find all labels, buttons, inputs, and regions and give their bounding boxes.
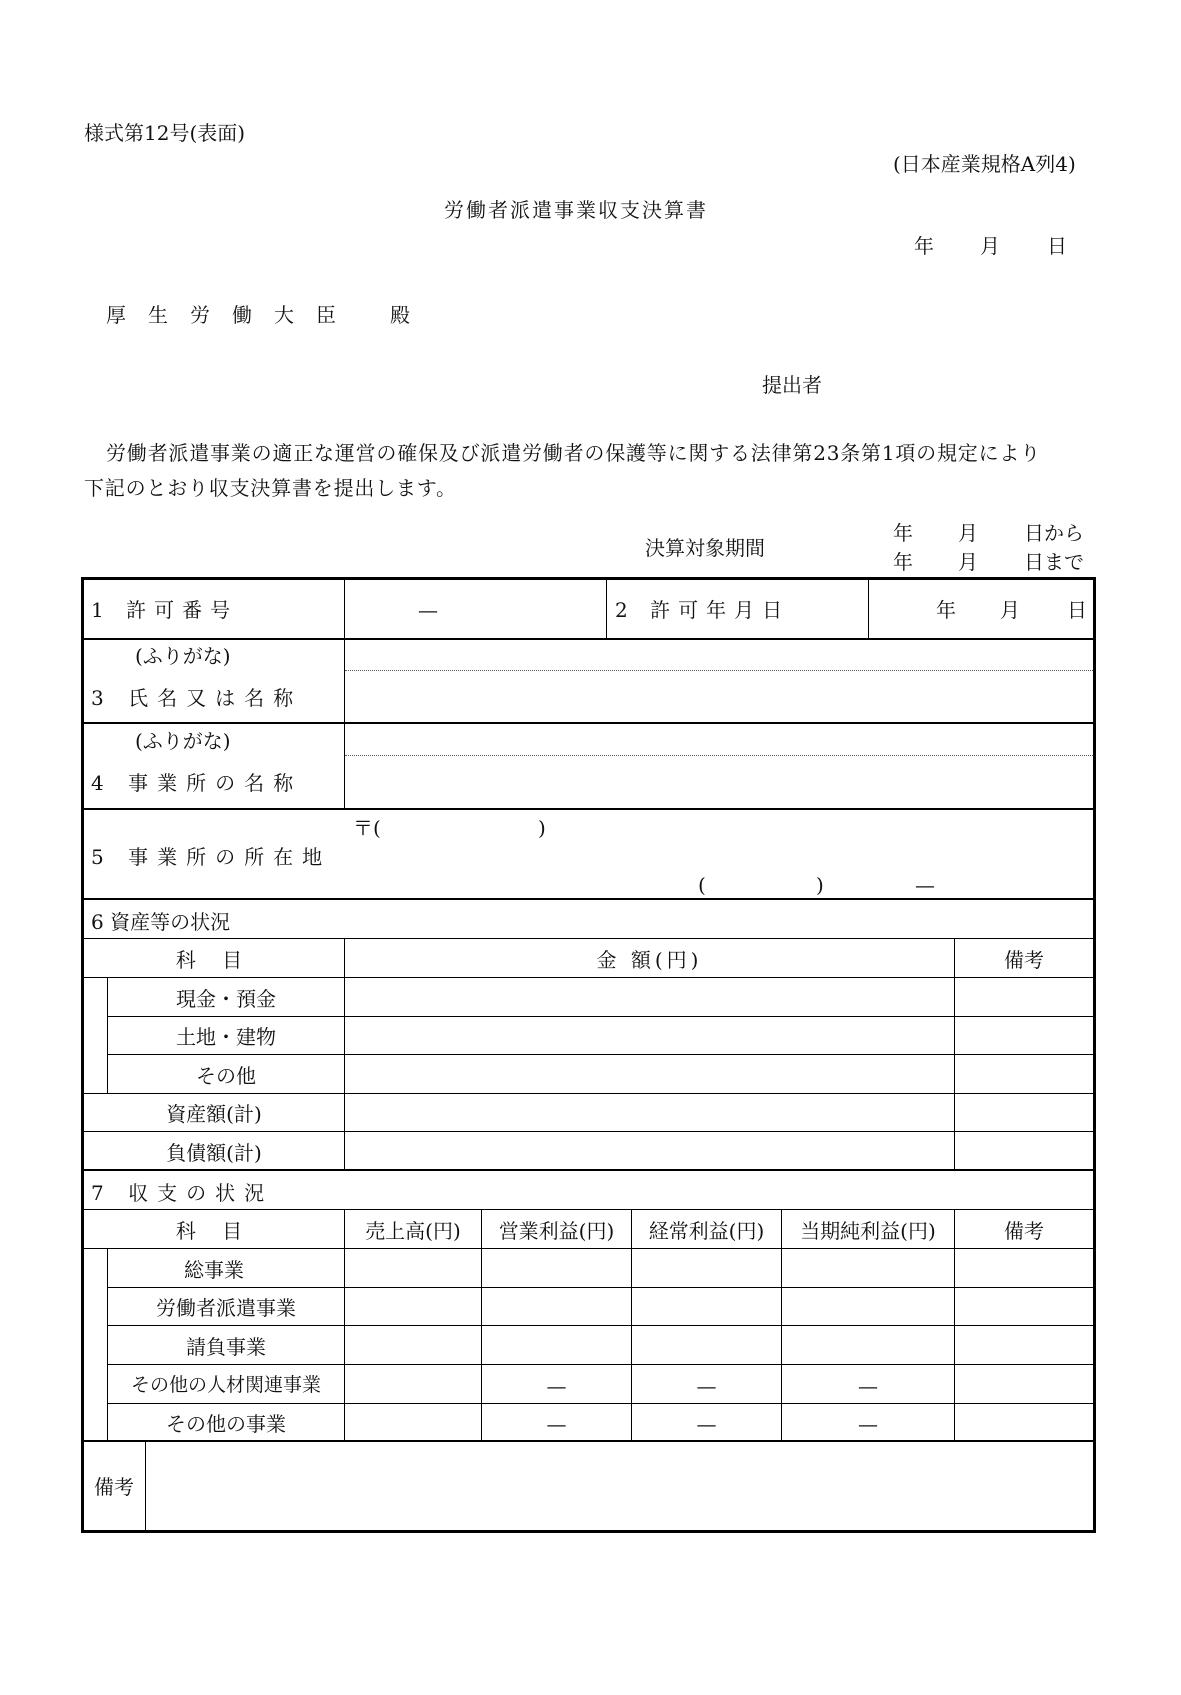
submitter-label: 提出者: [762, 373, 822, 397]
assets-row-land: 土地・建物: [176, 1025, 276, 1049]
addressee-honorific: 殿: [390, 303, 410, 327]
dash-other-operating: —: [546, 1412, 567, 1436]
dash-hr-operating: —: [546, 1374, 567, 1398]
period-to-day: 日まで: [1024, 550, 1084, 574]
body-text-line2: 下記のとおり収支決算書を提出します。: [84, 476, 457, 500]
name-label: 3 氏名又は名称: [91, 686, 303, 710]
assets-row-liabilities: 負債額(計): [166, 1141, 262, 1165]
license-date-label: 2 許可年月日: [615, 598, 791, 622]
date-year: 年: [914, 234, 934, 258]
period-label: 決算対象期間: [645, 536, 765, 560]
phone-dash: —: [915, 873, 935, 897]
period-to-month: 月: [958, 550, 978, 574]
postal-mark: 〒(: [353, 816, 381, 840]
furigana-office-field[interactable]: [345, 725, 1093, 755]
period-to-year: 年: [893, 550, 913, 574]
furigana-label-name: (ふりがな): [135, 644, 231, 668]
date-day: 日: [1047, 234, 1067, 258]
date-month: 月: [980, 234, 1000, 258]
income-row-dispatch: 労働者派遣事業: [156, 1296, 296, 1320]
assets-row-cash: 現金・預金: [176, 987, 276, 1011]
income-col-remarks: 備考: [1004, 1219, 1044, 1243]
office-address-label: 5 事業所の所在地: [91, 845, 332, 869]
remarks-field[interactable]: [147, 1443, 1093, 1530]
document-title: 労働者派遣事業収支決算書: [444, 198, 708, 222]
period-from-year: 年: [893, 521, 913, 545]
income-col-net: 当期純利益(円): [800, 1219, 936, 1243]
income-col-ordinary: 経常利益(円): [648, 1219, 765, 1243]
license-number-label: 1 許可番号: [91, 598, 239, 622]
office-name-field[interactable]: [345, 756, 1093, 808]
office-name-label: 4 事業所の名称: [91, 771, 303, 795]
income-col-item: 科 目: [175, 1219, 253, 1243]
license-date-month: 月: [1000, 598, 1020, 622]
dash-other-ordinary: —: [696, 1412, 717, 1436]
addressee: 厚生労働大臣: [106, 303, 358, 327]
dash-hr-ordinary: —: [696, 1374, 717, 1398]
period-from-month: 月: [958, 521, 978, 545]
period-from-day: 日から: [1024, 521, 1084, 545]
license-date-year: 年: [936, 598, 956, 622]
license-number-dash: —: [418, 598, 438, 622]
income-row-contract: 請負事業: [186, 1335, 266, 1359]
phone-close: ): [816, 873, 824, 897]
furigana-name-field[interactable]: [345, 641, 1093, 670]
paper-size-note: (日本産業規格A列4): [893, 152, 1076, 176]
dash-other-net: —: [858, 1412, 878, 1436]
assets-col-amount: 金 額(円): [596, 948, 703, 972]
income-row-other: その他の事業: [166, 1412, 286, 1436]
assets-section-label: 6 資産等の状況: [91, 910, 231, 934]
income-row-total: 総事業: [184, 1258, 244, 1282]
body-text-line1: 労働者派遣事業の適正な運営の確保及び派遣労働者の保護等に関する法律第23条第1項の規定により: [106, 441, 1041, 465]
license-date-day: 日: [1067, 598, 1087, 622]
income-col-sales: 売上高(円): [365, 1219, 461, 1243]
assets-row-other: その他: [196, 1064, 256, 1088]
remarks-label: 備考: [94, 1475, 134, 1499]
phone-open: (: [698, 873, 706, 897]
income-section-label: 7 収支の状況: [91, 1181, 274, 1205]
income-col-operating: 営業利益(円): [498, 1219, 615, 1243]
income-row-hr-related: その他の人材関連事業: [130, 1374, 321, 1396]
name-field[interactable]: [345, 671, 1093, 722]
assets-col-item: 科 目: [175, 948, 253, 972]
form-number: 様式第12号(表面): [84, 121, 246, 145]
assets-row-total: 資産額(計): [166, 1102, 262, 1126]
postal-close: ): [538, 816, 546, 840]
furigana-label-office: (ふりがな): [135, 729, 231, 753]
dash-hr-net: —: [858, 1374, 878, 1398]
assets-col-remarks: 備考: [1004, 948, 1044, 972]
